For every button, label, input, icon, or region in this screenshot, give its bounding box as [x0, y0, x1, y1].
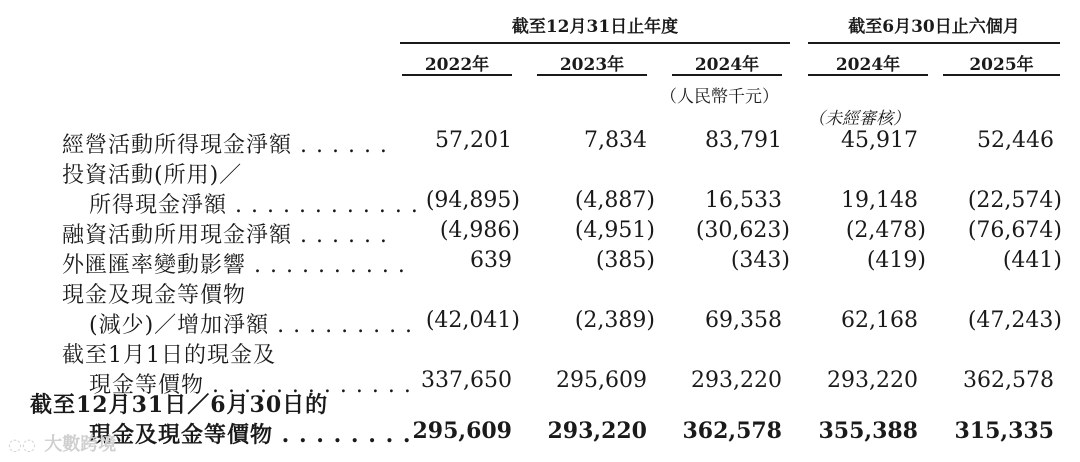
unaudited-label: （未經審核） — [808, 109, 910, 129]
row-label-net-change-line2: (減少)／增加淨額 . . . . . . . . . — [89, 313, 414, 338]
row-label-investing-line1: 投資活動(所用)／ — [62, 163, 243, 188]
cell-operating-2022: 57,201 — [435, 128, 512, 153]
cell-financing-2022: (4,986) — [439, 218, 520, 243]
cell-investing-2023: (4,887) — [574, 188, 655, 213]
cell-financing-2023: (4,951) — [574, 218, 655, 243]
column-header-2023: 2023年 — [559, 55, 625, 75]
cell-net-change-2023: (2,389) — [574, 308, 655, 333]
column-rule-2024-hy — [808, 74, 928, 76]
watermark — [8, 430, 116, 456]
column-rule-2023 — [537, 74, 647, 76]
cell-operating-2023: 7,834 — [584, 128, 647, 153]
cell-net-change-2024-hy: 62,168 — [841, 308, 918, 333]
cell-closing-cash-2022: 295,609 — [412, 418, 512, 444]
cell-opening-cash-2024-hy: 293,220 — [827, 368, 918, 393]
cell-opening-cash-2022: 337,650 — [421, 368, 512, 393]
cell-investing-2024-fy: 16,533 — [705, 188, 782, 213]
cell-investing-2022: (94,895) — [425, 188, 520, 213]
cell-fx-2022: 639 — [470, 248, 512, 273]
cell-net-change-2024-fy: 69,358 — [705, 308, 782, 333]
cell-fx-2025-hy: (441) — [1002, 248, 1062, 273]
cell-financing-2024-fy: (30,623) — [695, 218, 790, 243]
row-label-closing-cash-line2: 現金及現金等價物 . . . . . . . . — [89, 422, 412, 448]
group-header-fiscal-year: 截至12月31日止年度 — [511, 17, 679, 37]
column-rule-2025-hy — [943, 74, 1060, 76]
unit-label: （人民幣千元） — [660, 87, 779, 107]
watermark-text: 大數跨境 — [44, 434, 117, 455]
column-header-2022: 2022年 — [424, 55, 490, 75]
cell-closing-cash-2023: 293,220 — [547, 418, 647, 444]
cell-financing-2025-hy: (76,674) — [967, 218, 1062, 243]
cell-opening-cash-2024-fy: 293,220 — [691, 368, 782, 393]
cell-operating-2024-fy: 83,791 — [705, 128, 782, 153]
row-label-financing-cash: 融資活動所用現金淨額 . . . . . . — [62, 223, 388, 248]
watermark-logo-icon: ◌◌ — [8, 435, 36, 454]
cell-closing-cash-2024-hy: 355,388 — [818, 418, 918, 444]
cell-financing-2024-hy: (2,478) — [845, 218, 926, 243]
row-label-opening-cash-line2: 現金等價物 . . . . . . . . . . . . . — [89, 373, 412, 398]
row-label-investing-line2: 所得現金淨額 . . . . . . . . . . . . — [89, 193, 419, 218]
column-rule-2024-fy — [672, 74, 782, 76]
row-label-net-change-line1: 現金及現金等價物 — [62, 283, 247, 308]
row-label-closing-cash-line1: 截至12月31日／6月30日的 — [30, 392, 329, 418]
cell-closing-cash-2025-hy: 315,335 — [954, 418, 1054, 444]
cell-investing-2025-hy: (22,574) — [967, 188, 1062, 213]
cell-closing-cash-2024-fy: 362,578 — [682, 418, 782, 444]
group-rule-six-months — [808, 42, 1060, 44]
cell-fx-2024-hy: (419) — [866, 248, 926, 273]
column-header-2024-fy: 2024年 — [694, 55, 760, 75]
cell-opening-cash-2025-hy: 362,578 — [963, 368, 1054, 393]
row-label-opening-cash-line1: 截至1月1日的現金及 — [62, 343, 276, 368]
column-header-2025-hy: 2025年 — [969, 55, 1034, 75]
column-header-2024-hy: 2024年 — [835, 55, 901, 75]
column-rule-2022 — [402, 74, 512, 76]
cell-fx-2024-fy: (343) — [730, 248, 790, 273]
cell-operating-2025-hy: 52,446 — [977, 128, 1054, 153]
cell-fx-2023: (385) — [595, 248, 655, 273]
group-rule-fiscal-year — [400, 42, 790, 44]
cell-operating-2024-hy: 45,917 — [841, 128, 918, 153]
row-label-operating-cash: 經營活動所得現金淨額 . . . . . . — [62, 133, 388, 158]
group-header-six-months: 截至6月30日止六個月 — [848, 17, 1020, 37]
cell-net-change-2025-hy: (47,243) — [967, 308, 1062, 333]
cell-net-change-2022: (42,041) — [425, 308, 520, 333]
cell-investing-2024-hy: 19,148 — [841, 188, 918, 213]
row-label-fx-effect: 外匯匯率變動影響 . . . . . . . . . . — [62, 253, 406, 278]
cell-opening-cash-2023: 295,609 — [556, 368, 647, 393]
